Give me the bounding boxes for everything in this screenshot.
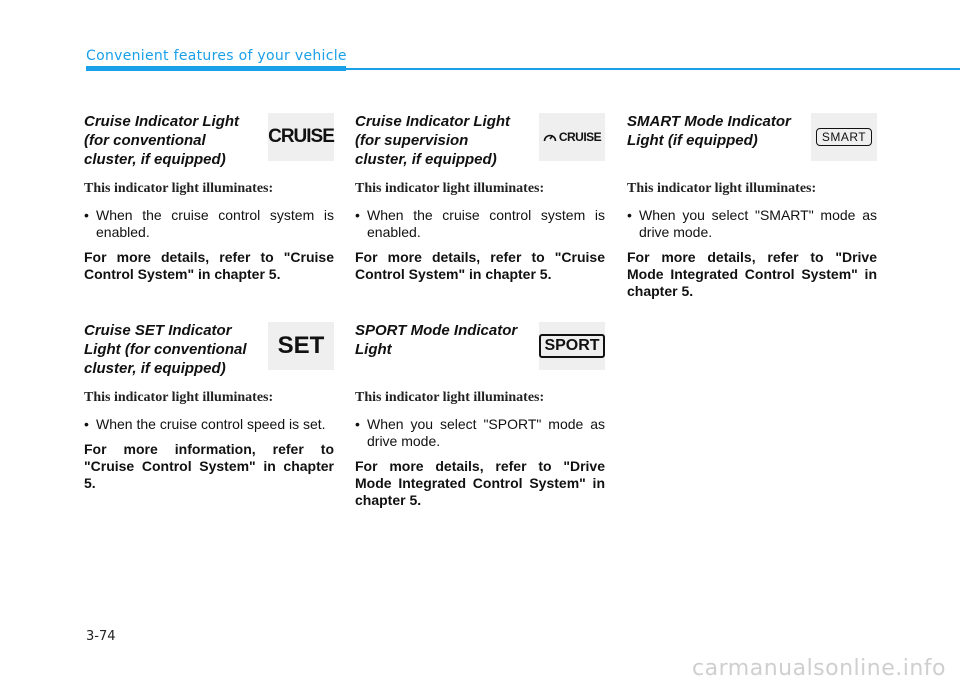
bullet-item: • When the cruise control system is enabled.: [355, 207, 605, 241]
header-accent-bar: [86, 66, 346, 71]
section-note: For more details, refer to "Cruise Control System" in chapter 5.: [355, 249, 605, 282]
section-title: Cruise SET Indicator Light (for conventional cluster, if equipped): [84, 322, 247, 377]
section-note: For more details, refer to "Drive Mode Integrated Control System" in chapter 5.: [627, 249, 877, 299]
icon-label: SMART: [816, 128, 872, 146]
section-title: Cruise Indicator Light (for supervision cluster, if equipped): [355, 113, 511, 168]
column-left: [84, 112, 334, 492]
cruise-set-indicator-icon: [268, 322, 334, 370]
section-intro: This indicator light illuminates:: [355, 390, 545, 405]
bullet-item: • When you select "SPORT" mode as drive mode.: [355, 416, 605, 450]
page-number: 3-74: [86, 629, 116, 644]
header-title: Convenient features of your vehicle: [86, 48, 347, 64]
section-intro: This indicator light illuminates:: [627, 181, 817, 196]
column-middle: [355, 112, 605, 509]
section-intro: This indicator light illuminates:: [355, 181, 545, 196]
section-note: For more details, refer to "Drive Mode Integrated Control System" in chapter 5.: [355, 458, 605, 508]
sport-mode-indicator-icon: [539, 322, 605, 370]
bullet-item: • When the cruise control system is enabled.: [84, 207, 334, 241]
section-title: SMART Mode Indicator Light (if equipped): [627, 113, 791, 149]
section-cruise-set: [84, 321, 334, 492]
section-cruise-conventional: [84, 112, 334, 283]
icon-label: CRUISE: [558, 130, 602, 144]
section-smart-mode: [627, 112, 877, 300]
header-rule: [346, 68, 960, 70]
icon-label: CRUISE: [268, 126, 334, 147]
icon-label: SET: [277, 332, 325, 359]
icon-label: SPORT: [539, 334, 604, 358]
section-note: For more details, refer to "Cruise Control System" in chapter 5.: [84, 249, 334, 282]
bullet-item: • When the cruise control speed is set.: [84, 416, 334, 433]
column-right: [627, 112, 877, 300]
speedometer-icon: [543, 131, 557, 143]
section-title: Cruise Indicator Light (for conventional cluster, if equipped): [84, 113, 240, 168]
smart-mode-indicator-icon: [811, 113, 877, 161]
cruise-indicator-icon: [268, 113, 334, 161]
section-cruise-supervision: [355, 112, 605, 283]
section-sport-mode: [355, 321, 605, 509]
section-title: SPORT Mode Indicator Light: [355, 322, 518, 358]
watermark: carmanualsonline.info: [692, 656, 946, 681]
section-note: For more information, refer to "Cruise Control System" in chapter 5.: [84, 441, 334, 491]
cruise-supervision-indicator-icon: [539, 113, 605, 161]
section-intro: This indicator light illuminates:: [84, 390, 274, 405]
section-intro: This indicator light illuminates:: [84, 181, 274, 196]
bullet-item: • When you select "SMART" mode as drive mode.: [627, 207, 877, 241]
